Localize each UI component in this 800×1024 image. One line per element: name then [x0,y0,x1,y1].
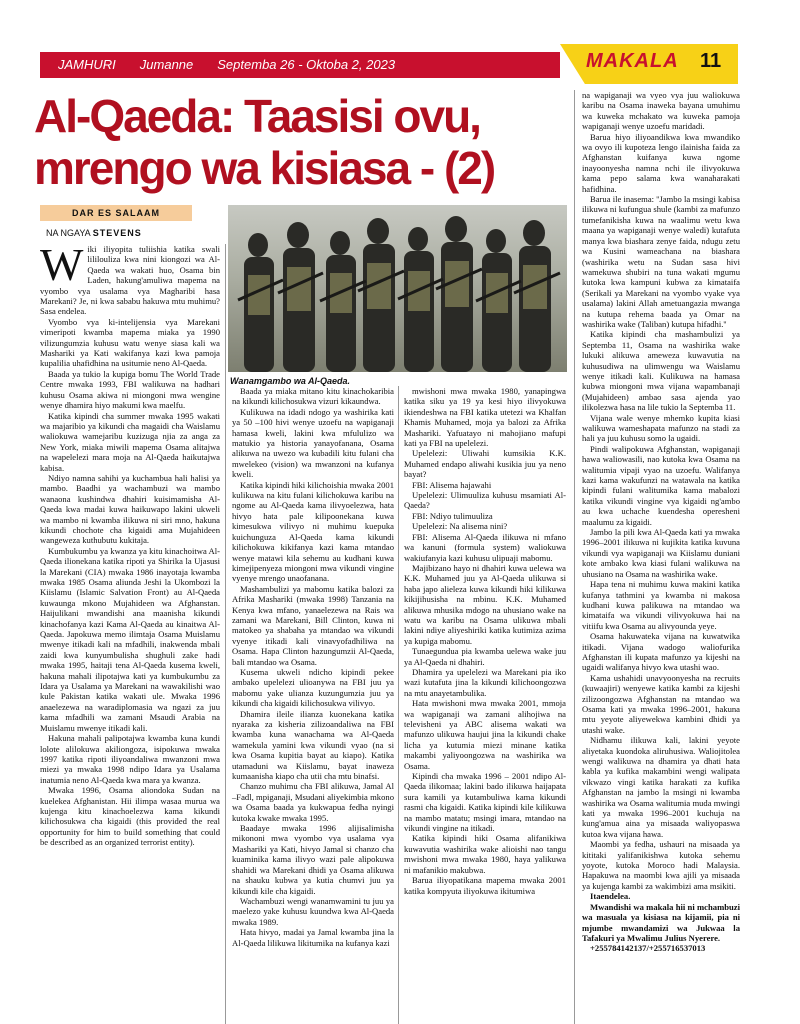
column-divider [225,244,226,1024]
paragraph: Chanzo muhimu cha FBI alikuwa, Jamal Al –Fadl, mpiganaji, Msudani aliyekimbia mkono wa Osama baada ya kukwapua fedha nyingi kutoka kwake mwaka 1995. [232,781,394,823]
paragraph: FBI: Alisema Al-Qaeda ilikuwa ni mfano wa kanuni (formula system) waliokuwa wakiufanyia kazi kuhusu ulipuaji mabomu. [404,531,566,563]
paragraph: Hapa tena ni muhimu kuwa makini katika kufanya tathmini ya kwamba ni makosa kudhani kuwa palikuwa na mtandao wa kimataifa wa vikundi vilivyokuwa hai na vitiifu kwa Osama au alivyounda yeye. [582,579,740,631]
paragraph: Baada ya tukio la kupiga bomu The World Trade Centre mwaka 1993, FBI walikuwa na hadhari kuhusu Osama akiwa ni miongoni mwa wengine wenye dhamira hiyo makumi kwa maelfu. [40,368,220,411]
article-column-3 [404,386,566,896]
paragraph: Hata hivyo, madai ya Jamal kwamba jina la Al-Qaeda lilikuwa likitumika na kufanya kazi [232,927,394,948]
publication-name: JAMHURI [58,57,116,72]
paragraph: Baadaye mwaka 1996 alijisalimisha mikononi mwa vyombo vya usalama vya Mashariki ya Kati, hivyo Jamal si chanzo cha kuaminika kama ilivyo wazi pale alipokuwa shahidi wa Marekani dhidi ya Osama alikuwa na shauku kubwa ya kutia chumvi juu ya kikundi kile cha kigaidi. [232,823,394,896]
paragraph: mwishoni mwa mwaka 1980, yanapingwa katika siku ya 19 ya kesi hiyo ilivyokuwa ikiendeshwa na FBI katika utetezi wa Khalfan Khamis Muhamed, moja ya balozi za Afrika Mashariki. Yafuatayo ni mahojiano mafupi kati ya FBI na upelelezi. [404,386,566,449]
headline [34,90,574,194]
issue-day: Jumanne [139,57,194,72]
continuation-note: Itaendelea. [590,891,631,902]
paragraph: Barua ile inasema: ''Jambo la msingi kabisa ilikuwa ni kufungua shule (kambi za mafunzo tumefanikisha kuwa na waalimu wetu kwa maana ya wapiganaji wenye waledi) kutafuta manya kwa biashara zenye faida, ndugu zetu wa Kusini wameachana na biashara (washirika wetu na Sudan sasa hivi wamekuwa shubiri na tuna wakati mgumu kutoka kwa kampuni kubwa za kimataifa (Serikali ya Marekani na vyombo vyake vya usalama) lakini Allah ametuangazia mwanga na kutupa rehema baada ya Omar na washirika wake (Taliban) kutupa hifadhi.'' [582,194,740,329]
headline-line-1: Al-Qaeda: Taasisi ovu, [34,90,480,142]
issue-dates: Septemba 26 - Oktoba 2, 2023 [217,57,396,72]
paragraph: Barua iliyopatikana mapema mwaka 2001 katika kompyuta iliyokuwa ikitumiwa [404,875,566,896]
paragraph: FBI: Ndiyo tulimuuliza [412,510,493,521]
drop-cap: W [40,239,84,290]
article-photo [228,205,567,372]
paragraph: Vijana wale wenye mhemko kupita kiasi walikuwa wameshapata mafunzo na stadi za hali ya juu kuhusu somo la ugaidi. [582,412,740,444]
article-column-4 [582,90,740,954]
byline-author: STEVENS [92,228,142,238]
header-bar [40,52,560,78]
paragraph: Osama hakuwateka vijana na kuwatwika itikadi. Vijana wadogo waliofurika Afghanstan ili kupata mafunzo ya kijeshi na ugaidi walifanya hivyo kwa utashi wao. [582,631,740,673]
paragraph: na wapiganaji wa vyeo vya juu waliokuwa karibu na Osama inaweka bayana umuhimu wa kuweka mchakato wa kuweka pamoja wapiganaji wenye uzoefu maridadi. [582,90,740,132]
section-label: MAKALA [586,50,679,72]
paragraph: Kumbukumbu ya kwanza ya kitu kinachoitwa Al-Qaeda ilionekana katika ripoti ya Shirika la Ujasusi la Marekani (CIA) mwaka 1986 inayotaja kwamba mwaka 1985 Osama aliunda Jeshi la Ukombozi la Kiislamu (Islamic Salvation Front) au Al-Qaeda kuwaunga mkono Mujahideen wa Afghanstan. Haijulikani mwandishi ana maanisha kikundi kinachofanya kazi Kama Al-Qaeda au kinaitwa Al-Qaeda. Japokuwa memo ilimtaja Osama Muislamu mwenye itikadi kali na mfadhili, inakwenda mbali zaidi kwa kunyumbulisha shughuli zake hadi mwaka 1995, haitaji tena Al-Qaeda kusema kweli, hakuna mahali ilipotajwa kati ya kumbukumbu za Idara ya Usalama ya Marekani na wawakilishi wao kule Pakistan katika wakati ule. Mwaka 1996 anaelezewa na waradiplomasia wa ngazi za juu kama mfadhili wa zamani Msaudi Arabia na Muislamu mwenye itikadi kali. [40,545,220,733]
author-note: Mwandishi wa makala hii ni mchambuzi wa masuala ya kisiasa na kijamii, pia ni mjumbe mwandamizi wa Jukwaa la Tafakuri ya Mwalimu Julius Nyerere. [582,901,740,943]
column-divider [574,90,575,1024]
paragraph: Katika kipindi hiki kilichoishia mwaka 2001 kulikuwa na kitu fulani kilichokuwa karibu na ngome au Al-Qaeda kama ilivyoelezwa, hata hivyo hata pale kilipoonekana kuwa kimesukwa vilivyo ni muhimu kuepuka kuichunguza Al-Qaeda kama kikundi kilichokuwa kikifanya kazi kama mtandao wenye matawi kila sehemu au kudhani kuwa kimejipenyeza miongoni mwa vikundi vingine vyenye mrengo unaofanana. [232,479,394,584]
paragraph: Maombi ya fedha, ushauri na misaada ya kititaki yalifanikishwa kutoka sehemu yoyote, kutoka Moroco hadi Malaysia. Hapakuwa na maombi kwa ajili ya misaada ya kujenga kambi za wakimbizi ama msikiti. [582,839,740,891]
paragraph: Hata mwishoni mwa mwaka 2001, mmoja wa wapiganaji wa zamani alihojiwa na televisheni ya ABC alisema wakati wa mafunzo ulikuwa haujui jina la kikundi chake licha ya kutumia miezi minane katika makambi yaliyoongozwa na washirika wa Osama. [404,698,566,771]
article-column-1 [40,239,220,848]
paragraph: Baada ya miaka mitano kitu kinachokaribia na kikundi kilichosukwa vizuri kikaundwa. [232,386,394,407]
paragraph: Dhamira ileile ilianza kuonekana katika nyaraka za kisheria zilizoandaliwa na FBI kwamba kuna wanachama wa Al-Qaeda wamekula yamini kwa vikundi vyao (na si kwa Osama kupitia bayat au kiapo). Katika utamaduni wa Kiislamu, bayat inaweza kumaanisha kiapo cha utii cha mtu binafsi. [232,708,394,782]
author-phone: +255784142137/+255716537013 [590,943,706,954]
page-number: 11 [700,50,722,72]
paragraph: Pindi walipokuwa Afghanstan, wapiganaji hawa waliowasili, nao kutoka kwa Osama na walitumia vipaji vyao na uzoefu. Walifanya kazi kama wakufunzi na watawala na katika kipindi fulani walitumika kama mabalozi katika vikundi vingine vya kigaidi ng'ambo au kwa uchache kuendesha operesheni maalumu za kigaidi. [582,443,740,527]
paragraph: Vyombo vya ki-intelijensia vya Marekani vimeripoti kwamba mapema miaka ya 1990 vilizungumzia kuhusu watu wenye siasa kali wa Mashariki ya Kati wakifanya kazi kwa pamoja kupalilia uhafidhina na usitumie neno Al-Qaeda. [40,316,220,369]
paragraph: Upelelezi: Uliwahi kumsikia K.K. Muhamed endapo aliwahi kusikia juu ya neno bayat? [404,448,566,480]
paragraph: Katika kipindi cha mashambulizi ya Septemba 11, Osama na washirika wake lukuki alikuwa ameweza kuwavutia na kuhusudiwa na ulimwengu wa Waislamu wenye itikadi kali. Kulikuwa na hamasa kubwa miongoni mwa vijana wapambanaji (Mujahideen) ambao sasa ajenda yao ilikolezwa hasa na lile tukio la Septemba 11. [582,329,740,413]
paragraph: Kipindi cha mwaka 1996 – 2001 ndipo Al-Qaeda ilikomaa; lakini bado ilikuwa haijapata sura kamili ya kutambuliwa kama kikundi rasmi cha kigaidi. Katika kipindi kile kilikuwa na mambo matatu; msingi imara, mtandao na vikundi vingine na itikadi. [404,771,566,834]
paragraph: Nidhamu ilikuwa kali, lakini yeyote aliyetaka kuondoka aliruhusiwa. Waliojitolea wengi walikuwa na dhamira ya dhati hata kabla ya kufika makambini wengi walipata vikwazo vingi katika harakati za kufika Afghanstan na jambo la msingi ni kwamba washirika wa Osama walitumia muda mwingi kati ya mwaka 1996–2001 kuchuja na kung'amua aina ya misaada waliyopaswa kutoa kwa vijana hawa. [582,735,740,839]
paragraph: Mwaka 1996, Osama aliondoka Sudan na kuelekea Afghanistan. Hii ilimpa wasaa murua wa kujenga kitu kinachoelezwa kama kikundi kilichosukwa cha kigaidi (this provided the real opportunity for him to build something that could be described as an organized terrorist entity). [40,785,220,848]
paragraph: Upelelezi: Na alisema nini? [412,521,508,532]
byline-prefix: NA NGAYA [46,228,91,238]
paragraph: Kama ushahidi unavyoonyesha na recruits (kuwaajiri) wenyewe katika kambi za kijeshi zilizoongozwa Afghanstan na mtandao wa Osama kati ya mwaka 1996–2001, hakuna mtu yeyote aliyewekwa kambini dhidi ya utashi wake. [582,672,740,735]
paragraph: Kulikuwa na idadi ndogo ya washirika kati ya 50 –100 hivi wenye uzoefu na wapiganaji hamasa kweli, lakini kwa mfululizo wa matukio ya historia yanayofanana, Osama alikuwa na uwezo wa kubadili kitu fulani cha mwelekeo (vision) wa mwanzoni na kufanya kweli. [232,406,394,480]
paragraph: Tunaegundua pia kwamba uelewa wake juu ya Al-Qaeda ni dhahiri. [404,646,566,667]
paragraph: FBI: Alisema hajawahi [412,479,492,490]
paragraph: Majibizano hayo ni dhahiri kuwa uelewa wa K.K. Muhamed juu ya Al-Qaeda ulikuwa si haba japo alieleza kuwa kikundi hiki kilikuwa kikijihusisha na mbinu. K.K. Muhamed alikuwa mhusika mdogo na uhusiano wake na watu wa karibu na Osama ulikuwa mbali lakini ndiye aliyeshiriki katika kutimiza azima ya kupiga mabomu. [404,562,566,646]
byline [46,228,142,238]
photo-caption: Wanamgambo wa Al-Qaeda. [230,376,351,386]
paragraph: Wiki iliyopita tuliishia katika swali lililouliza kwa nini kiongozi wa Al-Qaeda wa wakati huo, Osama bin Laden, hakung'amuliwa mapema na vyombo vya usalama vya Magharibi hasa Marekani? Je, ni kwa sababu hakuwa mtu muhimu? Sasa endelea. [40,239,220,317]
paragraph: Jambo la pili kwa Al-Qaeda kati ya mwaka 1996–2001 ilikuwa ni kujikita katika kuvuna vikundi vya wapiganaji wa Kiislamu duniani kote ambako kwa kiasi fulani walikuwa na uhusiano na Osama na washirika wake. [582,527,740,579]
paragraph: Ndiyo namna sahihi ya kuchambua hali halisi ya mambo. Baadhi ya wachambuzi wa mambo wanaona kushindwa dhahiri kuisimamisha Al-Qaeda kwa madai kuwa haikuwapo lakini ukweli wa mambo ni kwamba ilikuwa ni siri mno, hakuna kikundi chochote cha kigaidi ama Mujahideen wangeweza kuthubutu kukitaja. [40,472,220,546]
paragraph: Upelelezi: Ulimuuliza kuhusu msamiati Al-Qaeda? [404,490,566,511]
paragraph: Mashambulizi ya mabomu katika balozi za Afrika Mashariki (mwaka 1998) Tanzania na Kenya kwa mfano, yanaelezewa na Rais wa zamani wa Marekani, Bill Clinton, kuwa ni matokeo ya shabaha ya mtandao wa vikundi vyenye itikadi kali vinavyofadhiliwa na Osama. Hapa Clinton hazungumzii Al-Qaeda, bali mtandao wa Osama. [232,583,394,667]
paragraph: Katika kipindi hiki Osama alifanikiwa kuwavutia washirika wake alioishi nao tangu mwishoni mwa mwaka 1980, haya yalikuwa ni mafanikio makubwa. [404,833,566,875]
paragraph: Dhamira ya upelelezi wa Marekani pia iko wazi kutafuta jina la kikundi kilichoongozwa na mtu anayetambulika. [404,666,566,698]
column-divider [398,386,399,1024]
militants-photo-illustration [228,205,567,372]
paragraph: Barua hiyo iliyoandikwa kwa mwandiko wa ovyo ili kupoteza lengo ilainisha faida za Afghanstan kuifanya kuwa ngome inayoonyesha namna nchi ile ilivyokuwa kama pepo salama kwa wanaharakati hafidhina. [582,131,740,194]
paragraph: Kusema ukweli ndicho kipindi pekee ambako upelelezi ulioanywa na FBI juu ya mabomu yake ulianza kuzungumzia juu ya kikundi cha kigaidi kilichosukwa vilivyo. [232,666,394,709]
dateline: DAR ES SALAAM [40,205,192,221]
paragraph: Katika kipindi cha summer mwaka 1995 wakati wa majaribio ya kikundi cha magaidi cha Waislamu waliokuwa wamejaribu kuzizuga njia za anga za New York, miaka miwili mapema Osama alitajwa na wapelelezi mara moja na Al-Qaeda haikutajwa kabisa. [40,410,220,473]
article-column-2 [232,386,394,948]
paragraph: Hakuna mahali palipotajwa kwamba kuna kundi lolote alilokuwa akiliongoza, isipokuwa mwaka 1997 katika ripoti iliyoandaliwa mwanzoni mwa miezi ya mwaka 1998 ndipo Idara ya Usalama inatumia neno Al-Qaeda kwa mara ya kwanza. [40,733,220,785]
headline-line-2: mrengo wa kisiasa - (2) [34,142,495,194]
paragraph: Wachambuzi wengi wanamwamini tu juu ya maelezo yake kuhusu kuundwa kwa Al-Qaeda mwaka 1989. [232,895,394,927]
